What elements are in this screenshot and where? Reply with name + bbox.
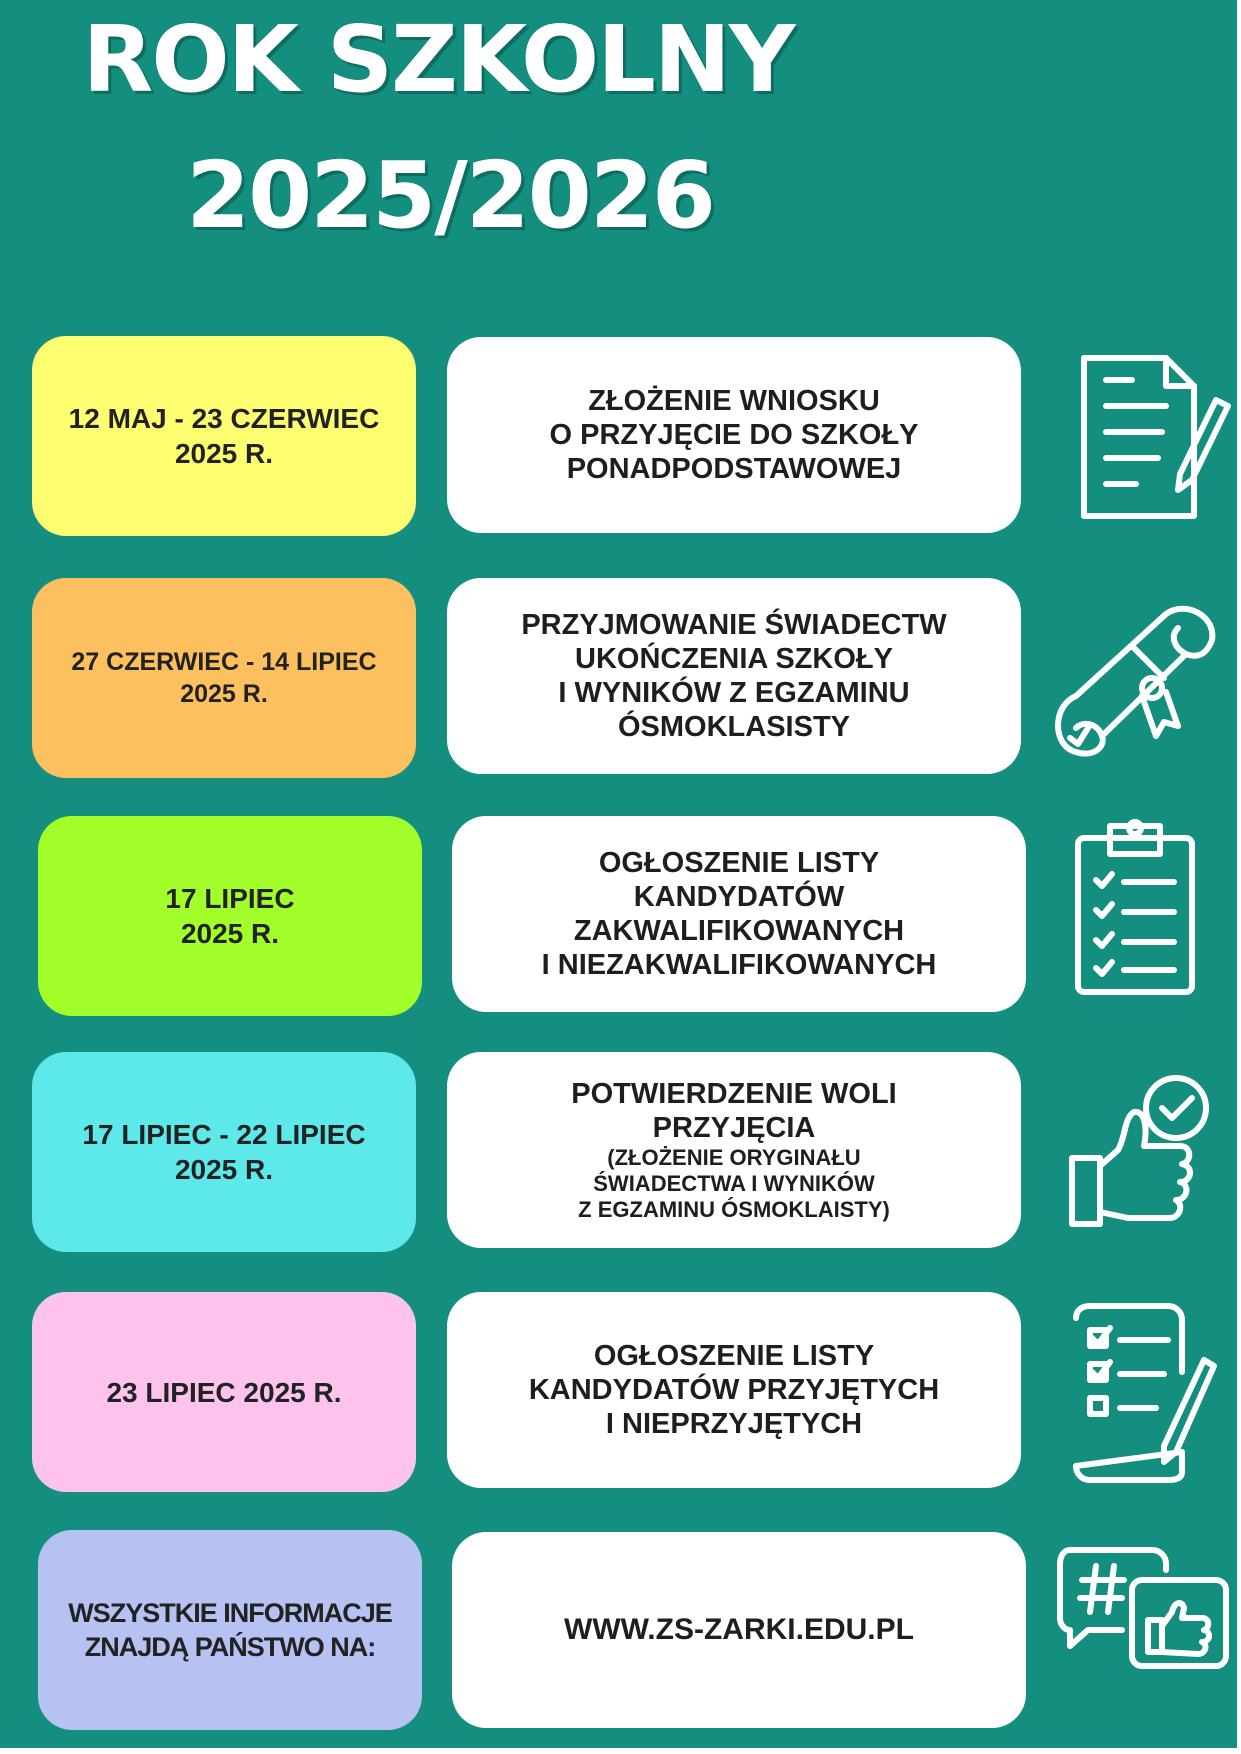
date-box-6 [38,1530,422,1730]
checklist-pencil-icon [1068,1302,1218,1484]
date-box-5 [32,1292,416,1492]
title-line2: 2025/2026 [186,142,714,249]
diploma-scroll-icon [1046,596,1226,766]
bottom-edge [0,1748,1241,1754]
date-text-4: 17 LIPIEC - 22 LIPIEC 2025 R. [82,1119,366,1185]
desc-text-2: PRZYJMOWANIE ŚWIADECTW UKOŃCZENIA SZKOŁY I WYNIKÓW Z EGZAMINU ÓSMOKLASISTY [521,609,947,743]
date-box-3 [38,816,422,1016]
date-box-1 [32,336,416,536]
desc-text-3: OGŁOSZENIE LISTY KANDYDATÓW ZAKWALIFIKOWANYCH I NIEZAKWALIFIKOWANYCH [541,847,937,981]
desc-box-5 [447,1292,1021,1488]
social-hashtag-like-icon [1056,1546,1230,1670]
desc-text-4: POTWIERDZENIE WOLI PRZYJĘCIA [571,1078,897,1144]
website-url[interactable]: WWW.ZS-ZARKI.EDU.PL [564,1613,914,1646]
date-text-2: 27 CZERWIEC - 14 LIPIEC 2025 R. [71,648,377,708]
desc-text-5: OGŁOSZENIE LISTY KANDYDATÓW PRZYJĘTYCH I NIEPRZYJĘTYCH [528,1340,940,1440]
desc-box-6 [452,1532,1026,1728]
date-text-3: 17 LIPIEC 2025 R. [165,883,295,949]
document-pen-icon [1066,350,1236,520]
clipboard-checklist-icon [1070,816,1200,998]
desc-text-1: ZŁOŻENIE WNIOSKU O PRZYJĘCIE DO SZKOŁY PONADPODSTAWOWEJ [549,385,919,485]
date-text-5: 23 LIPIEC 2025 R. [106,1376,342,1408]
desc-box-2 [447,578,1021,774]
desc-box-1 [447,337,1021,533]
date-box-2 [32,578,416,778]
date-text-6: WSZYSTKIE INFORMACJE ZNAJDĄ PAŃSTWO NA: [68,1598,392,1662]
thumbs-up-check-icon [1068,1066,1218,1236]
title-line1: ROK SZKOLNY [82,6,794,113]
date-text-1: 12 MAJ - 23 CZERWIEC 2025 R. [68,403,380,469]
desc-box-3 [452,816,1026,1012]
right-edge [1237,0,1241,1754]
date-box-4 [32,1052,416,1252]
desc-note-4: (ZŁOŻENIE ORYGINAŁU ŚWIADECTWA I WYNIKÓW Z EGZAMINU ÓSMOKLAISTY) [578,1145,890,1222]
desc-box-4 [447,1052,1021,1248]
